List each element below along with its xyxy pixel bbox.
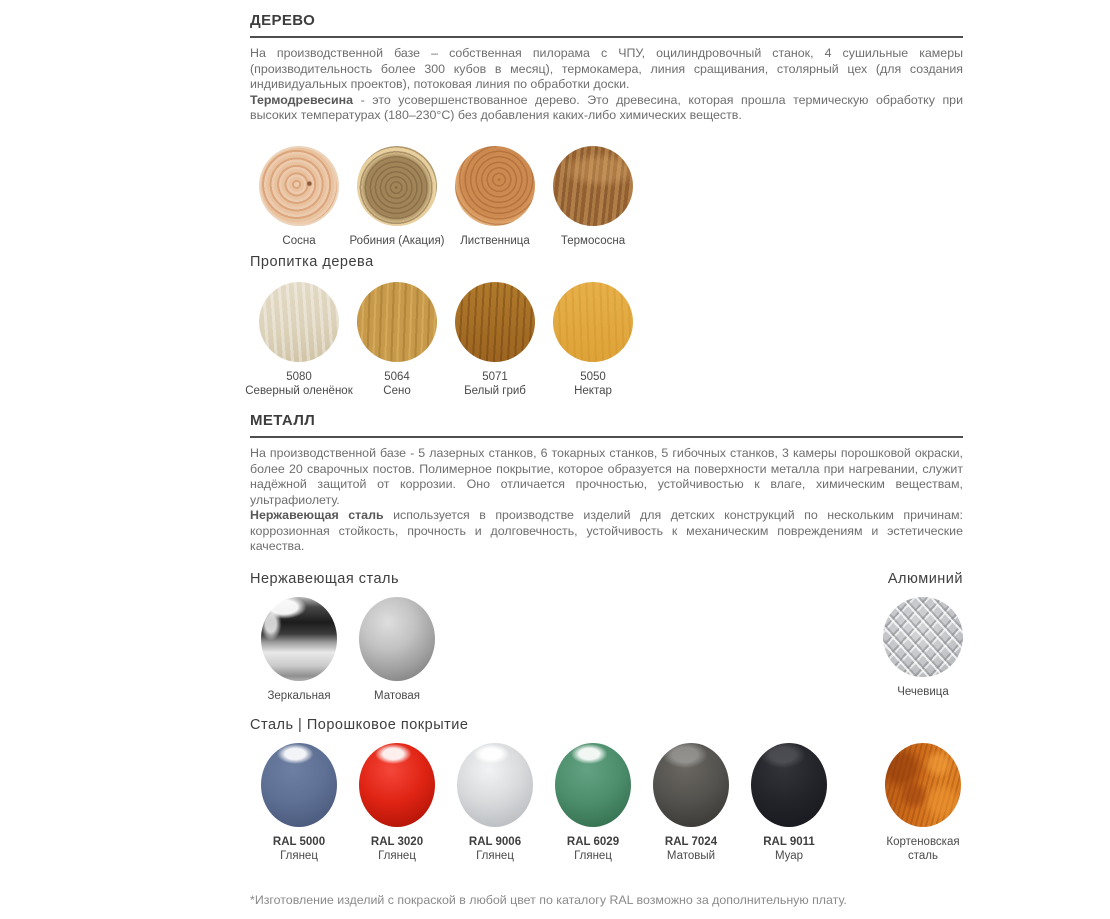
corten-label: Кортеновская сталь [886,836,960,862]
robinia-label: Робиния (Акация) [349,234,445,247]
ral9006-label [439,836,551,863]
ral3020-finish: Глянец [378,849,416,862]
ral7024-label [635,836,747,863]
powder-swatch-ral9011 [740,743,838,863]
ral7024-image [653,743,729,827]
ral7024-finish: Матовый [666,849,716,862]
wood-intro-span: На производственной базе – собственная пилорама с ЧПУ, оцилиндровочный станок, 4 сушильные камеры (производительность более 300 кубов в месяц), термокамера, линия сращивания, столярный цех (для создания индивидуальных проектов), потоковая линия по обработки доски. [250,46,963,91]
ral5000-label [243,836,355,863]
impregnation-5080-image [259,282,339,362]
powder-swatch-ral7024 [642,743,740,863]
mirror-finish-label: Зеркальная [267,689,331,702]
wood-species-row [250,146,963,249]
impregnation-swatch-5071 [446,282,544,398]
wood-swatch-robinia [348,146,446,249]
impregnation-5071-name: Белый гриб [464,384,526,397]
ral6029-code: RAL 6029 [566,836,620,848]
robinia-swatch-image [357,146,437,226]
matte-finish-image [359,597,435,681]
aluminum-swatch-lentil [883,597,963,700]
impregnation-5050-name: Нектар [574,384,612,397]
ral9011-finish: Муар [774,849,804,862]
impregnation-swatch-5064 [348,282,446,398]
impregnation-row [245,282,963,398]
powder-swatch-ral6029 [544,743,642,863]
pine-swatch-image [259,146,339,226]
wood-thermo-lead: Термодревесина [250,92,354,107]
powder-swatch-ral9006 [446,743,544,863]
stainless-row [250,597,963,704]
powder-swatch-corten [883,743,963,863]
impregnation-5064-name: Сено [383,384,411,397]
impregnation-5050-label [537,371,649,398]
impregnation-5064-code: 5064 [384,371,410,383]
wood-swatch-pine [250,146,348,249]
ral6029-finish: Глянец [574,849,612,862]
impregnation-5080-name: Северный оленёнок [245,384,353,397]
lentil-finish-image [883,597,963,677]
impregnation-title: Пропитка дерева [250,254,374,270]
powder-title: Сталь | Порошковое покрытие [250,717,469,733]
ral9011-image [751,743,827,827]
pine-label: Сосна [282,234,316,247]
wood-swatch-thermopine [544,146,642,249]
ral9006-finish: Глянец [476,849,514,862]
thermopine-label: Термососна [560,234,626,247]
impregnation-5050-code: 5050 [580,371,606,383]
powder-swatch-ral5000 [250,743,348,863]
metal-intro-span: На производственной базе - 5 лазерных станков, 6 токарных станков, 5 гибочных станков, 3 камеры порошковой окраски, более 20 сварочных постов. Полимерное покрытие, которое образуется на поверхности металла при нагревании, служит надёжной защитой от коррозии. Оно отличается прочностью, устойчивостью к влаге, химическим веществам, ультрафиолету. [250,446,963,507]
ral3020-image [359,743,435,827]
ral3020-label [341,836,453,863]
impregnation-swatch-5080 [245,282,353,398]
thermopine-swatch-image [553,146,633,226]
ral5000-code: RAL 5000 [272,836,326,848]
matte-finish-label: Матовая [374,689,420,702]
impregnation-5080-code: 5080 [286,371,312,383]
powder-row [250,743,963,863]
wood-thermo-rest: - это усовершенствованное дерево. Это древесина, которая прошла термическую обработку при высоких температурах (180–230°C) без добавления каких-либо химических веществ. [250,92,963,122]
impregnation-5050-image [553,282,633,362]
larch-swatch-image [455,146,535,226]
larch-label: Лиственница [460,234,530,247]
impregnation-5071-label [439,371,551,398]
metal-stainless-lead: Нержавеющая сталь [250,508,384,522]
metal-subheadings-row [250,571,963,587]
impregnation-swatch-5050 [544,282,642,398]
impregnation-5080-label [243,371,355,398]
ral9006-code: RAL 9006 [468,836,522,848]
wood-thermo-text [250,93,963,124]
ral3020-code: RAL 3020 [370,836,424,848]
ral9011-code: RAL 9011 [763,836,815,848]
corten-image [885,743,961,827]
impregnation-5064-image [357,282,437,362]
impregnation-5071-image [455,282,535,362]
wood-intro-text [250,46,963,93]
page-content [245,12,964,919]
wood-swatch-larch [446,146,544,249]
metal-stainless-rest: используется в производстве изделий для детских конструкций по нескольким причинам: коррозионная стойкость, прочность и долговечность, устойчивость к механическим повреждениям и эстетические качества. [250,508,964,553]
aluminum-heading: Алюминий [887,570,963,587]
metal-section-title: МЕТАЛЛ [250,412,963,438]
ral9011-label [733,836,845,863]
mirror-finish-image [261,597,337,681]
stainless-swatch-mirror [250,597,348,704]
powder-swatch-ral3020 [348,743,446,863]
metal-stainless-text [250,508,963,555]
ral7024-code: RAL 7024 [664,836,718,848]
ral6029-image [555,743,631,827]
impregnation-5071-code: 5071 [482,371,508,383]
impregnation-5064-label [341,371,453,398]
ral9006-image [457,743,533,827]
ral6029-label [537,836,649,863]
wood-section-title: ДЕРЕВО [250,12,963,38]
lentil-finish-label: Чечевица [897,685,949,698]
metal-intro-text [250,446,963,508]
ral5000-finish: Глянец [280,849,318,862]
stainless-swatch-matte [348,597,446,704]
ral5000-image [261,743,337,827]
stainless-heading: Нержавеющая сталь [250,570,400,587]
ral-footnote: *Изготовление изделий с покраской в любой цвет по каталогу RAL возможно за дополнительную плату. [250,893,847,907]
